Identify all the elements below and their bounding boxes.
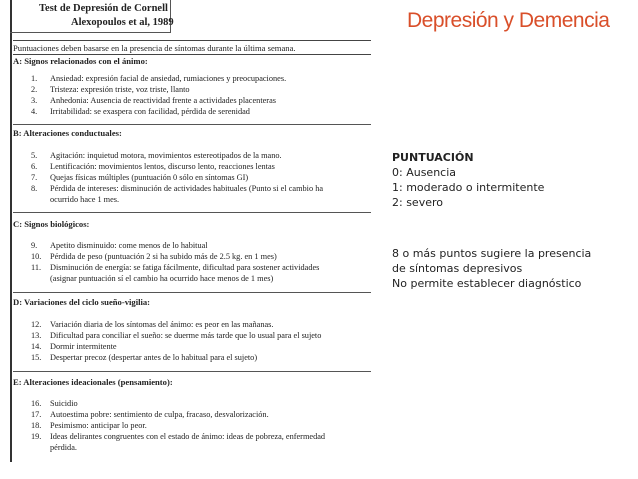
document-title: Test de Depresión de Cornell xyxy=(39,3,168,14)
section-b-heading: B: Alteraciones conductuales: xyxy=(13,128,122,138)
scoring-line: 1: moderado o intermitente xyxy=(392,181,545,194)
list-item-continuation: ocurrido hace 1 mes. xyxy=(50,195,120,204)
list-item: 9. Apetito disminuido: come menos de lo habitual xyxy=(31,241,208,250)
list-item-continuation: (asignar puntuación sí el cambio ha ocurrido hace menos de 1 mes) xyxy=(50,274,274,283)
left-border xyxy=(10,0,12,462)
document-title-box xyxy=(10,0,174,33)
note-line: No permite establecer diagnóstico xyxy=(392,277,582,290)
list-item: 4. Irritabilidad: se exaspera con facilidad, pérdida de serenidad xyxy=(31,107,250,116)
notes-block xyxy=(392,246,591,291)
list-item: 14. Dormir intermitente xyxy=(31,342,117,351)
note-line: 8 o más puntos sugiere la presencia xyxy=(392,247,592,260)
divider xyxy=(13,292,371,293)
list-item: 17. Autoestima pobre: sentimiento de culpa, fracaso, desvalorización. xyxy=(31,410,269,419)
list-item: 18. Pesimismo: anticipar lo peor. xyxy=(31,421,147,430)
document-intro: Puntuaciones deben basarse en la presencia de síntomas durante la última semana. xyxy=(13,40,371,55)
list-item: 1. Ansiedad: expresión facial de ansiedad, rumiaciones y preocupaciones. xyxy=(31,74,287,83)
list-item: 19. Ideas delirantes congruentes con el estado de ánimo: ideas de pobreza, enfermedad xyxy=(31,432,326,441)
document-authors: Alexopoulos et al, 1989 xyxy=(71,17,174,28)
divider xyxy=(13,124,371,125)
list-item: 13. Dificultad para conciliar el sueño: se duerme más tarde que lo usual para el sujeto xyxy=(31,331,322,340)
divider xyxy=(13,212,371,213)
list-item: 7. Quejas físicas múltiples (puntuación 0 sólo en síntomas GI) xyxy=(31,173,249,182)
list-item: 5. Agitación: inquietud motora, movimientos estereotipados de la mano. xyxy=(31,151,282,160)
section-d-heading: D: Variaciones del ciclo sueño-vigilia: xyxy=(13,297,151,307)
divider xyxy=(13,371,371,372)
list-item: 6. Lentificación: movimientos lentos, discurso lento, reacciones lentas xyxy=(31,162,275,171)
scoring-line: 0: Ausencia xyxy=(392,166,457,179)
cornell-scale-document xyxy=(10,0,372,462)
list-item: 15. Despertar precoz (despertar antes de lo habitual para el sujeto) xyxy=(31,353,258,362)
section-a-heading: A: Signos relacionados con el ánimo: xyxy=(13,56,148,66)
note-line: de síntomas depresivos xyxy=(392,262,523,275)
list-item: 12. Variación diaria de los síntomas del ánimo: es peor en las mañanas. xyxy=(31,320,274,329)
list-item-continuation: pérdida. xyxy=(50,443,77,452)
list-item: 10. Pérdida de peso (puntuación 2 si ha subido más de 2.5 kg. en 1 mes) xyxy=(31,252,277,261)
list-item: 3. Anhedonia: Ausencia de reactividad frente a actividades placenteras xyxy=(31,96,276,105)
list-item: 16. Suicidio xyxy=(31,399,78,408)
scoring-line: 2: severo xyxy=(392,196,443,209)
section-e-heading: E: Alteraciones ideacionales (pensamiento): xyxy=(13,377,173,387)
scoring-block xyxy=(392,150,544,210)
list-item: 2. Tristeza: expresión triste, voz triste, llanto xyxy=(31,85,190,94)
slide-title: Depresión y Demencia xyxy=(407,9,610,32)
list-item: 11. Disminución de energía: se fatiga fácilmente, dificultad para sostener actividades xyxy=(31,263,320,272)
scoring-heading: PUNTUACIÓN xyxy=(392,151,474,164)
list-item: 8. Pérdida de intereses: disminución de actividades habituales (Punto si el cambio ha xyxy=(31,184,324,193)
section-c-heading: C: Signos biológicos: xyxy=(13,219,90,229)
